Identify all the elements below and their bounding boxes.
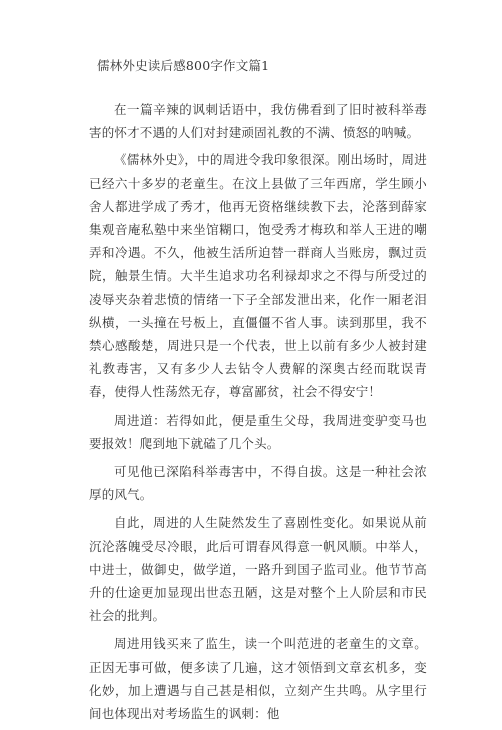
paragraph-2: 《儒林外史》，中的周进令我印象很深。刚出场时，周进已经六十多岁的老童生。在汶上县做了三年西席，学生顾小舍人都进学成了秀才，他再无资格继续教下去，沦落到薛家集观音庵私塾中来坐馆糊口，饱受秀才梅玖和举人王进的嘲弄和冷遇。不久，他被生活所迫替一群商人当账房，飘过贡院，触景生情。大半生追求功名利禄却求之不得与所受过的凌辱夹杂着悲愤的情绪一下子全部发泄出来，化作一厢老泪纵横，一头撞在号板上，直僵僵不省人事。读到那里，我不禁心感酸楚，周进只是一个代表，世上以前有多少人被封建礼教毒害，又有多少人去钻令人费解的深奥古经而耽误青春，使得人性荡然无存，尊富鄙贫，社会不得安宁！: [89, 152, 427, 400]
paragraph-6: 周进用钱买来了监生，读一个叫范进的老童生的文章。正因无事可做，便多读了几遍，这才领悟到文章玄机多，变化妙，加上遭遇与自己甚是相似，立刻产生共鸣。从字里行间也体现出对考场监生的讽刺：他: [89, 636, 427, 722]
paragraph-5: 自此，周进的人生陡然发生了喜剧性变化。如果说从前沉沦落魄受尽冷眼，此后可谓春风得意一帆风顺。中举人，中进士，做御史，做学道，一路升到国子监司业。他节节高升的仕途更加显现出世态丑陋，这是对整个上人阶层和市民社会的批判。: [89, 515, 427, 624]
document-title: 儒林外史读后感800字作文篇1: [97, 58, 270, 73]
document-body: [89, 98, 427, 730]
paragraph-4: 可见他已深陷科举毒害中，不得自拔。这是一种社会浓厚的风气。: [89, 464, 427, 503]
paragraph-1: 在一篇辛辣的讽刺话语中，我仿佛看到了旧时被科举毒害的怀才不遇的人们对封建顽固礼教的不满、愤怒的呐喊。: [89, 102, 427, 141]
paragraph-3: 周进道：若得如此，便是重生父母，我周进变驴变马也要报效！爬到地下就磕了几个头。: [89, 412, 427, 451]
